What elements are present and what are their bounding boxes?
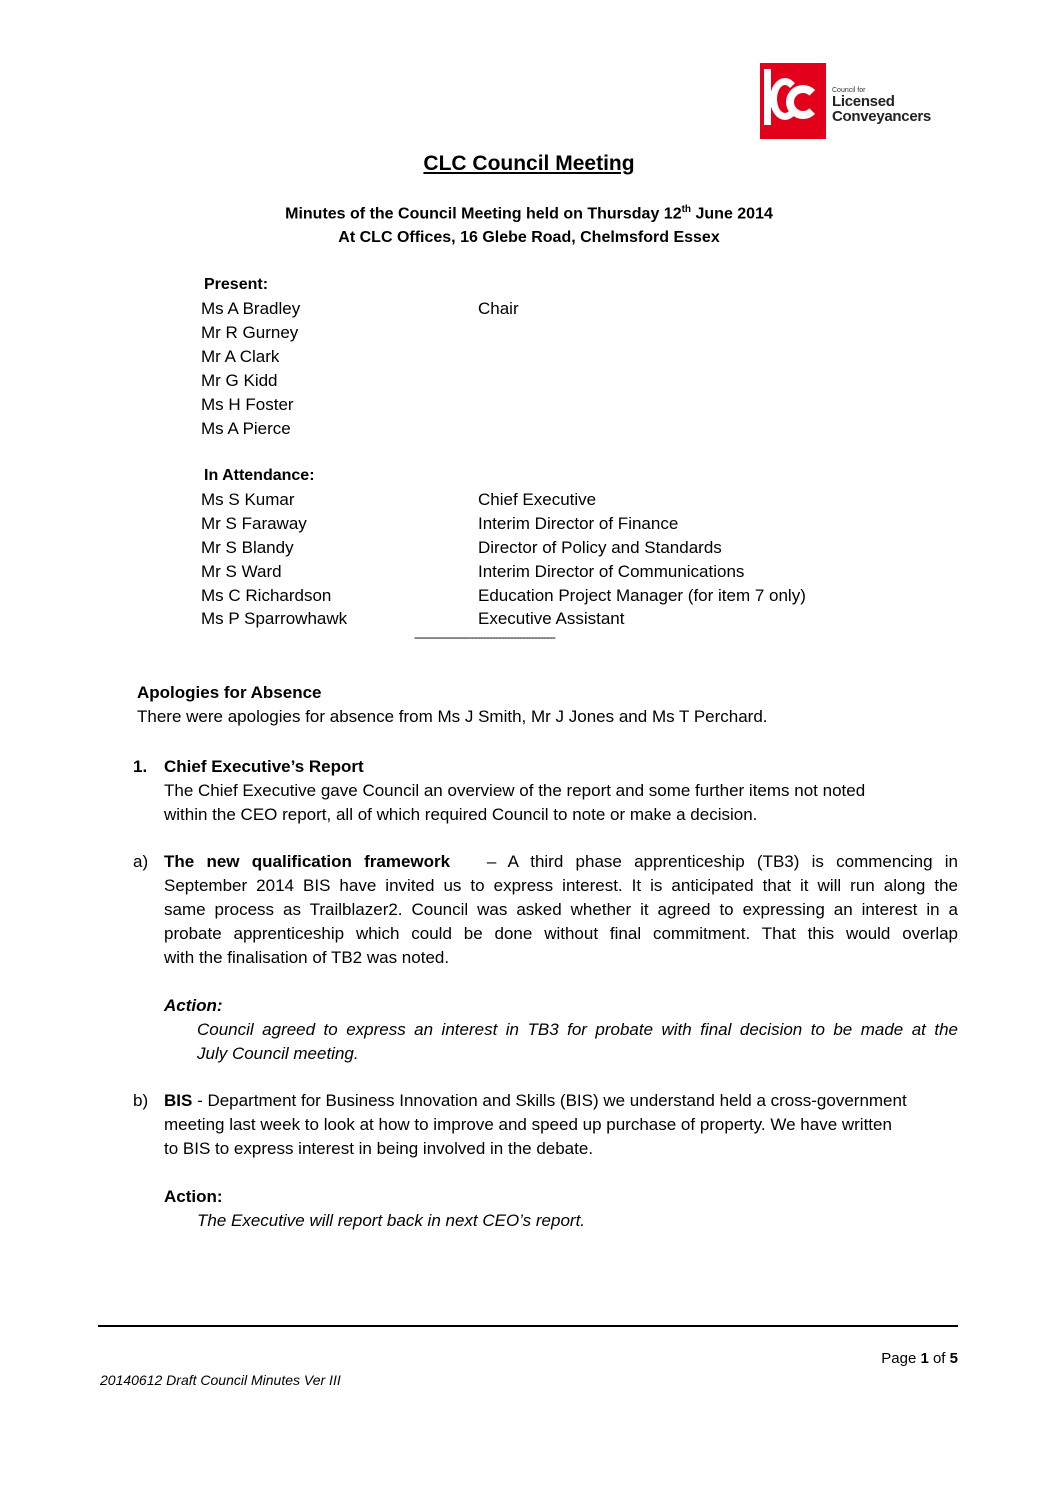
attendance-heading: In Attendance: xyxy=(204,467,315,484)
item-b-letter: b) xyxy=(133,1091,149,1110)
present-role: Chair xyxy=(478,299,519,318)
attendance-name: Mr S Faraway xyxy=(201,514,307,533)
present-name: Mr R Gurney xyxy=(201,323,299,342)
attendance-name: Ms S Kumar xyxy=(201,490,295,509)
attendance-name: Mr S Blandy xyxy=(201,538,294,557)
item-b-action-line: The Executive will report back in next CEO’s report. xyxy=(197,1211,586,1230)
item-b-text-line: to BIS to express interest in being involved in the debate. xyxy=(164,1139,594,1158)
item-a-first-line xyxy=(164,852,958,872)
attendance-name: Mr S Ward xyxy=(201,562,282,581)
document-reference: 20140612 Draft Council Minutes Ver III xyxy=(100,1372,341,1388)
apologies-text: There were apologies for absence from Ms J Smith, Mr J Jones and Ms T Perchard. xyxy=(137,707,768,726)
attendance-name: Ms C Richardson xyxy=(201,586,332,605)
item-b-action-heading: Action: xyxy=(164,1187,223,1206)
attendance-name: Ms P Sparrowhawk xyxy=(201,609,348,628)
separator-line: ----------------------------------------------- xyxy=(414,630,555,640)
item-b-first-line xyxy=(164,1091,907,1111)
item-b-text-line: meeting last week to look at how to improve and speed up purchase of property. We have written xyxy=(164,1115,892,1134)
item-a-action-line: Council agreed to express an interest in TB3 for probate with final decision to be made at the xyxy=(197,1020,958,1039)
attendance-role: Interim Director of Finance xyxy=(478,514,679,533)
item-a-text-line: with the finalisation of TB2 was noted. xyxy=(164,948,450,967)
item-a-action-heading: Action: xyxy=(164,996,223,1015)
footer-rule xyxy=(98,1325,958,1327)
apologies-heading: Apologies for Absence xyxy=(137,683,322,702)
present-name: Ms A Pierce xyxy=(201,419,291,438)
item1-number: 1. xyxy=(133,757,148,776)
present-heading: Present: xyxy=(204,276,269,293)
meeting-location: At CLC Offices, 16 Glebe Road, Chelmsford Essex xyxy=(338,229,720,246)
item-a-action-line: July Council meeting. xyxy=(197,1044,359,1063)
item-a-letter: a) xyxy=(133,852,149,871)
page-title: CLC Council Meeting xyxy=(423,152,635,175)
item1-text-line: The Chief Executive gave Council an overview of the report and some further items not noted xyxy=(164,781,866,800)
page-number: Page 1 of 5 xyxy=(881,1350,958,1367)
attendance-role: Chief Executive xyxy=(478,490,597,509)
attendance-role: Director of Policy and Standards xyxy=(478,538,722,557)
meeting-subtitle: Minutes of the Council Meeting held on Thursday 12th June 2014 xyxy=(285,204,773,223)
item1-heading: Chief Executive’s Report xyxy=(164,757,364,776)
item-a-text-line: September 2014 BIS have invited us to express interest. It is anticipated that it will run along the xyxy=(164,876,958,895)
logo-text: Council for Licensed Conveyancers xyxy=(832,87,931,125)
present-name: Ms A Bradley xyxy=(201,299,301,318)
item-b-bold-lead: BIS xyxy=(164,1091,193,1110)
present-name: Ms H Foster xyxy=(201,395,294,414)
present-name: Mr G Kidd xyxy=(201,371,278,390)
present-name: Mr A Clark xyxy=(201,347,280,366)
attendance-role: Education Project Manager (for item 7 only) xyxy=(478,586,806,605)
item1-text-line: within the CEO report, all of which required Council to note or make a decision. xyxy=(164,805,758,824)
item-a-text-line: probate apprenticeship which could be done without final commitment. That this would overlap xyxy=(164,924,958,943)
clc-logo xyxy=(760,63,942,139)
attendance-role: Executive Assistant xyxy=(478,609,625,628)
clc-logo-mark-icon xyxy=(760,63,826,139)
attendance-role: Interim Director of Communications xyxy=(478,562,745,581)
item-b-line1-rest: - Department for Business Innovation and Skills (BIS) we understand held a cross-government xyxy=(192,1091,907,1110)
item-a-line1-rest: – A third phase apprenticeship (TB3) is commencing in xyxy=(486,852,958,871)
item-a-text-line: same process as Trailblazer2. Council was asked whether it agreed to expressing an interest in a xyxy=(164,900,958,919)
item-a-bold-lead: The new qualification framework xyxy=(164,852,451,871)
